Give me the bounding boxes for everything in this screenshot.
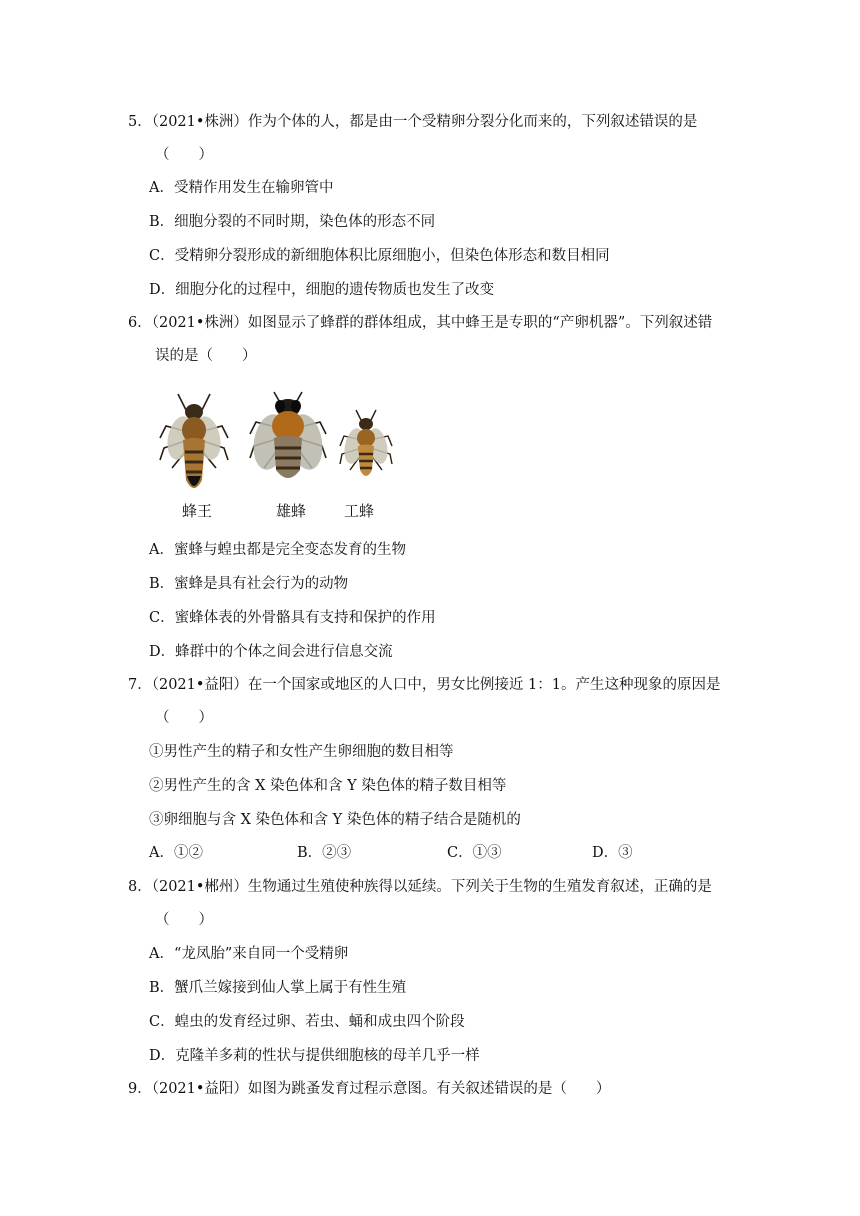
drone-bee-label: 雄蜂: [276, 502, 307, 520]
question-7-options: [149, 843, 709, 863]
queen-bee-label: 蜂王: [182, 502, 213, 520]
question-6-option-d: D．蜂群中的个体之间会进行信息交流: [149, 644, 393, 660]
question-5-option-a: A．受精作用发生在输卵管中: [149, 180, 334, 196]
worker-bee-image: [336, 408, 396, 496]
question-6-stem-cont: 误的是（ ）: [155, 348, 257, 364]
question-5-option-c: C．受精卵分裂形成的新细胞体积比原细胞小，但染色体形态和数目相同: [149, 248, 610, 264]
question-7-answer-blank: （ ）: [155, 710, 213, 726]
question-8-answer-blank: （ ）: [155, 912, 213, 928]
question-7-option-c: C．①③: [447, 845, 502, 861]
question-9-stem: 9．（2021•益阳）如图为跳蚤发育过程示意图。有关叙述错误的是（ ）: [128, 1081, 611, 1097]
question-8-option-d: D．克隆羊多莉的性状与提供细胞核的母羊几乎一样: [149, 1048, 480, 1064]
question-6-option-b: B．蜜蜂是具有社会行为的动物: [149, 576, 349, 592]
question-5-option-b: B．细胞分裂的不同时期，染色体的形态不同: [149, 214, 436, 230]
question-8-option-c: C．蝗虫的发育经过卵、若虫、蛹和成虫四个阶段: [149, 1014, 465, 1030]
drone-bee-image: [244, 388, 332, 496]
question-7-option-d: D．③: [592, 845, 633, 861]
question-7-statement-1: ①男性产生的精子和女性产生卵细胞的数目相等: [149, 744, 454, 760]
question-5-answer-blank: （ ）: [155, 147, 213, 163]
question-7-statement-3: ③卵细胞与含 X 染色体和含 Y 染色体的精子结合是随机的: [149, 812, 521, 828]
question-6-stem: 6．（2021•株洲）如图显示了蜂群的群体组成，其中蜂王是专职的“产卵机器”。下列叙述错: [128, 315, 713, 331]
question-8-option-a: A．“龙凤胎”来自同一个受精卵: [149, 946, 349, 962]
question-6-option-a: A．蜜蜂与蝗虫都是完全变态发育的生物: [149, 542, 406, 558]
bee-colony-figure: [148, 388, 398, 524]
question-8-option-b: B．蟹爪兰嫁接到仙人掌上属于有性生殖: [149, 980, 407, 996]
question-6-option-c: C．蜜蜂体表的外骨骼具有支持和保护的作用: [149, 610, 436, 626]
question-5-option-d: D．细胞分化的过程中，细胞的遗传物质也发生了改变: [149, 282, 495, 298]
question-7-statement-2: ②男性产生的含 X 染色体和含 Y 染色体的精子数目相等: [149, 778, 507, 794]
queen-bee-image: [156, 388, 232, 504]
question-7-option-b: B．②③: [297, 845, 352, 861]
question-7-stem: 7．（2021•益阳）在一个国家或地区的人口中，男女比例接近 1：1。产生这种现象的原因是: [128, 677, 721, 693]
question-5-stem: 5．（2021•株洲）作为个体的人，都是由一个受精卵分裂分化而来的，下列叙述错误的是: [128, 114, 698, 130]
question-7-option-a: A．①②: [149, 845, 203, 861]
question-8-stem: 8．（2021•郴州）生物通过生殖使种族得以延续。下列关于生物的生殖发育叙述，正确的是: [128, 879, 712, 895]
worker-bee-label: 工蜂: [344, 502, 375, 520]
